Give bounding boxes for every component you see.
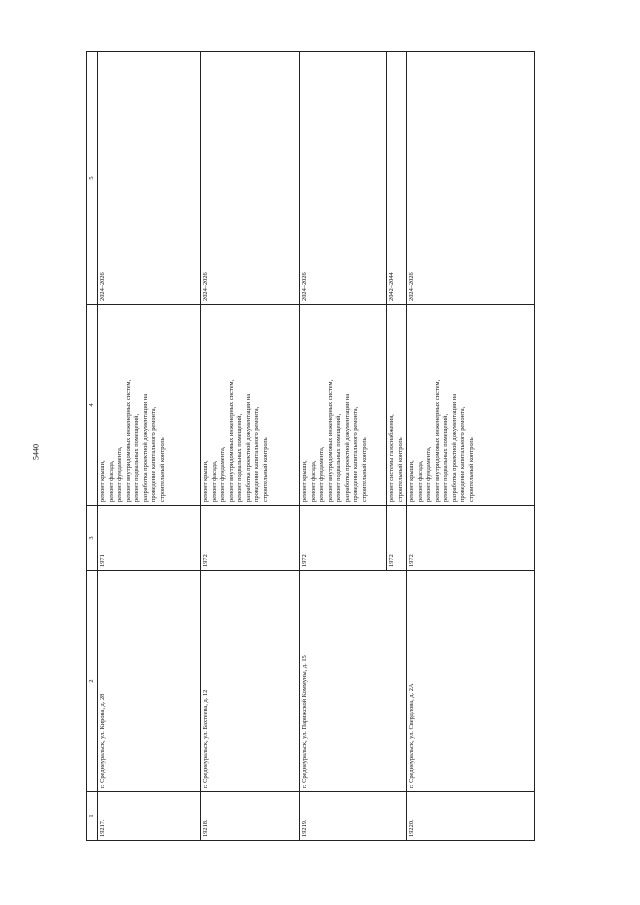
row-year: 1972: [201, 506, 300, 571]
work-item: проведение капитального ремонта,: [150, 406, 158, 502]
page-number: 5440: [31, 444, 41, 460]
work-item: ремонт крыши,: [408, 460, 416, 502]
subrow-works: [387, 305, 407, 506]
work-item: ремонт крыши,: [301, 460, 309, 502]
work-item: строительный контроль: [360, 437, 368, 502]
row-year: 1972: [407, 506, 535, 571]
work-item: строительный контроль: [261, 437, 269, 502]
row-works: [300, 305, 387, 506]
work-item: ремонт фасада,: [416, 460, 424, 502]
row-year: 1971: [98, 506, 201, 571]
work-item: ремонт внутридомовых инженерных систем,: [326, 379, 334, 502]
work-item: ремонт подвальных помещений,: [335, 413, 343, 502]
row-year: 1972: [300, 506, 387, 571]
work-item: ремонт внутридомовых инженерных систем,: [433, 379, 441, 502]
header-col-5: 5: [87, 52, 98, 305]
row-period: 2024–2026: [407, 52, 535, 305]
work-item: ремонт крыши,: [202, 460, 210, 502]
work-item: проведение капитального ремонта,: [352, 406, 360, 502]
row-number: 19219.: [300, 792, 407, 841]
work-item: проведение капитального ремонта,: [459, 406, 467, 502]
work-item: строительный контроль: [158, 437, 166, 502]
row-number: 19217.: [98, 792, 201, 841]
row-address: г. Среднеуральск, ул. Бахтеева, д. 12: [201, 571, 300, 792]
work-item: ремонт фасада,: [210, 460, 218, 502]
work-item: разработка проектной документации на: [450, 393, 458, 502]
work-item: ремонт системы газоснабжения,: [388, 414, 396, 502]
work-item: ремонт крыши,: [99, 460, 107, 502]
table-row: [201, 52, 300, 841]
row-number: 19218.: [201, 792, 300, 841]
header-row: [87, 52, 98, 841]
work-item: ремонт фасада,: [309, 460, 317, 502]
row-number: 19220.: [407, 792, 535, 841]
row-works: [201, 305, 300, 506]
subrow-year: 1972: [387, 506, 407, 571]
row-period: 2024–2026: [201, 52, 300, 305]
work-item: ремонт фасада,: [107, 460, 115, 502]
work-item: ремонт подвальных помещений,: [133, 413, 141, 502]
row-works: [407, 305, 535, 506]
work-item: разработка проектной документации на: [141, 393, 149, 502]
subrow-period: 2042–2044: [387, 52, 407, 305]
work-item: ремонт фундамента,: [318, 446, 326, 502]
table-row: [98, 52, 201, 841]
table-wrapper: [86, 77, 532, 841]
work-item: строительный контроль: [467, 437, 475, 502]
work-item: ремонт фундамента,: [219, 446, 227, 502]
work-item: разработка проектной документации на: [343, 393, 351, 502]
header-col-4: 4: [87, 305, 98, 506]
work-item: ремонт подвальных помещений,: [442, 413, 450, 502]
work-item: проведение капитального ремонта,: [253, 406, 261, 502]
work-item: ремонт внутридомовых инженерных систем,: [227, 379, 235, 502]
work-item: ремонт фундамента,: [116, 446, 124, 502]
row-address: г. Среднеуральск, ул. Кирова, д. 28: [98, 571, 201, 792]
repair-schedule-table: [86, 51, 535, 841]
header-col-3: 3: [87, 506, 98, 571]
work-item: строительный контроль: [396, 437, 404, 502]
row-address: г. Среднеуральск, ул. Парижской Коммуны, д. 15: [300, 571, 407, 792]
row-period: 2024–2026: [98, 52, 201, 305]
work-item: ремонт внутридомовых инженерных систем,: [124, 379, 132, 502]
work-item: ремонт фундамента,: [425, 446, 433, 502]
rotated-table-container: [86, 77, 532, 841]
row-period: 2024–2026: [300, 52, 387, 305]
row-works: [98, 305, 201, 506]
header-col-2: 2: [87, 571, 98, 792]
row-address: г. Среднеуральск, ул. Свердлова, д. 2А: [407, 571, 535, 792]
table-row: [300, 52, 387, 841]
work-item: разработка проектной документации на: [244, 393, 252, 502]
header-col-1: 1: [87, 792, 98, 841]
table-row: [407, 52, 535, 841]
work-item: ремонт подвальных помещений,: [236, 413, 244, 502]
